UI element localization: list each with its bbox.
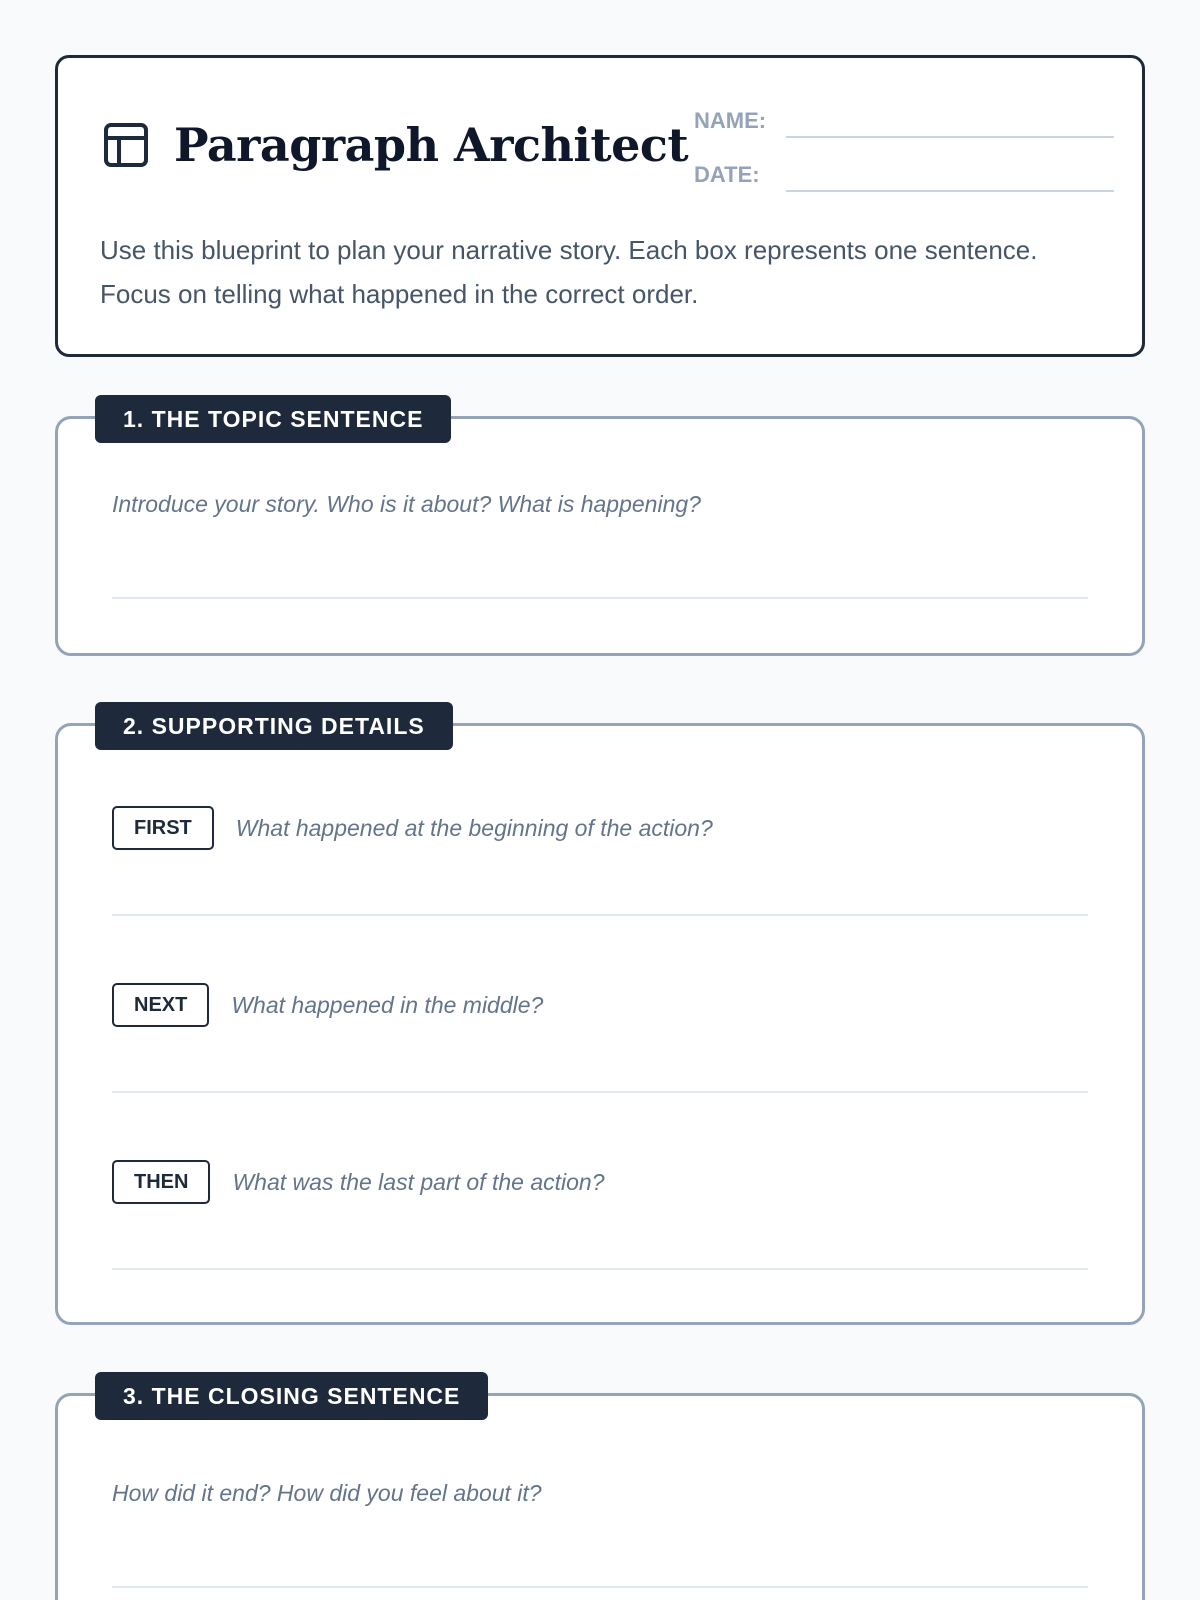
supporting-details-section [55,713,1145,1325]
name-label: NAME: [694,108,767,133]
topic-sentence-section [55,406,1145,656]
title-row [102,118,688,172]
section-title: 3. THE CLOSING SENTENCE [95,1372,488,1420]
date-input-line[interactable] [786,150,1114,192]
name-field [694,98,1114,138]
then-write-line[interactable] [112,1268,1088,1270]
step-badge: THEN [112,1160,210,1204]
step-prompt: What was the last part of the action? [232,1168,605,1195]
intro-text: Use this blueprint to plan your narrative story. Each box represents one sentence. Focus on telling what happened in the correct order. [100,235,1038,309]
step-next [112,983,543,1027]
section-title: 2. SUPPORTING DETAILS [95,702,453,750]
layout-icon [102,121,150,169]
next-write-line[interactable] [112,1091,1088,1093]
step-badge: NEXT [112,983,209,1027]
closing-prompt: How did it end? How did you feel about it? [112,1480,542,1506]
step-then [112,1160,605,1204]
date-field [694,152,1114,192]
header-card [55,55,1145,357]
date-label: DATE: [694,162,760,187]
closing-write-line[interactable] [112,1586,1088,1588]
page-title: Paragraph Architect [174,118,689,172]
topic-prompt: Introduce your story. Who is it about? What is happening? [112,491,701,517]
step-badge: FIRST [112,806,214,850]
step-first [112,806,713,850]
name-date-fields [694,98,1114,206]
topic-write-line[interactable] [112,597,1088,599]
name-input-line[interactable] [786,96,1114,138]
step-prompt: What happened in the middle? [231,991,544,1018]
first-write-line[interactable] [112,914,1088,916]
step-prompt: What happened at the beginning of the action? [235,814,713,841]
closing-sentence-section [55,1383,1145,1600]
section-title: 1. THE TOPIC SENTENCE [95,395,451,443]
